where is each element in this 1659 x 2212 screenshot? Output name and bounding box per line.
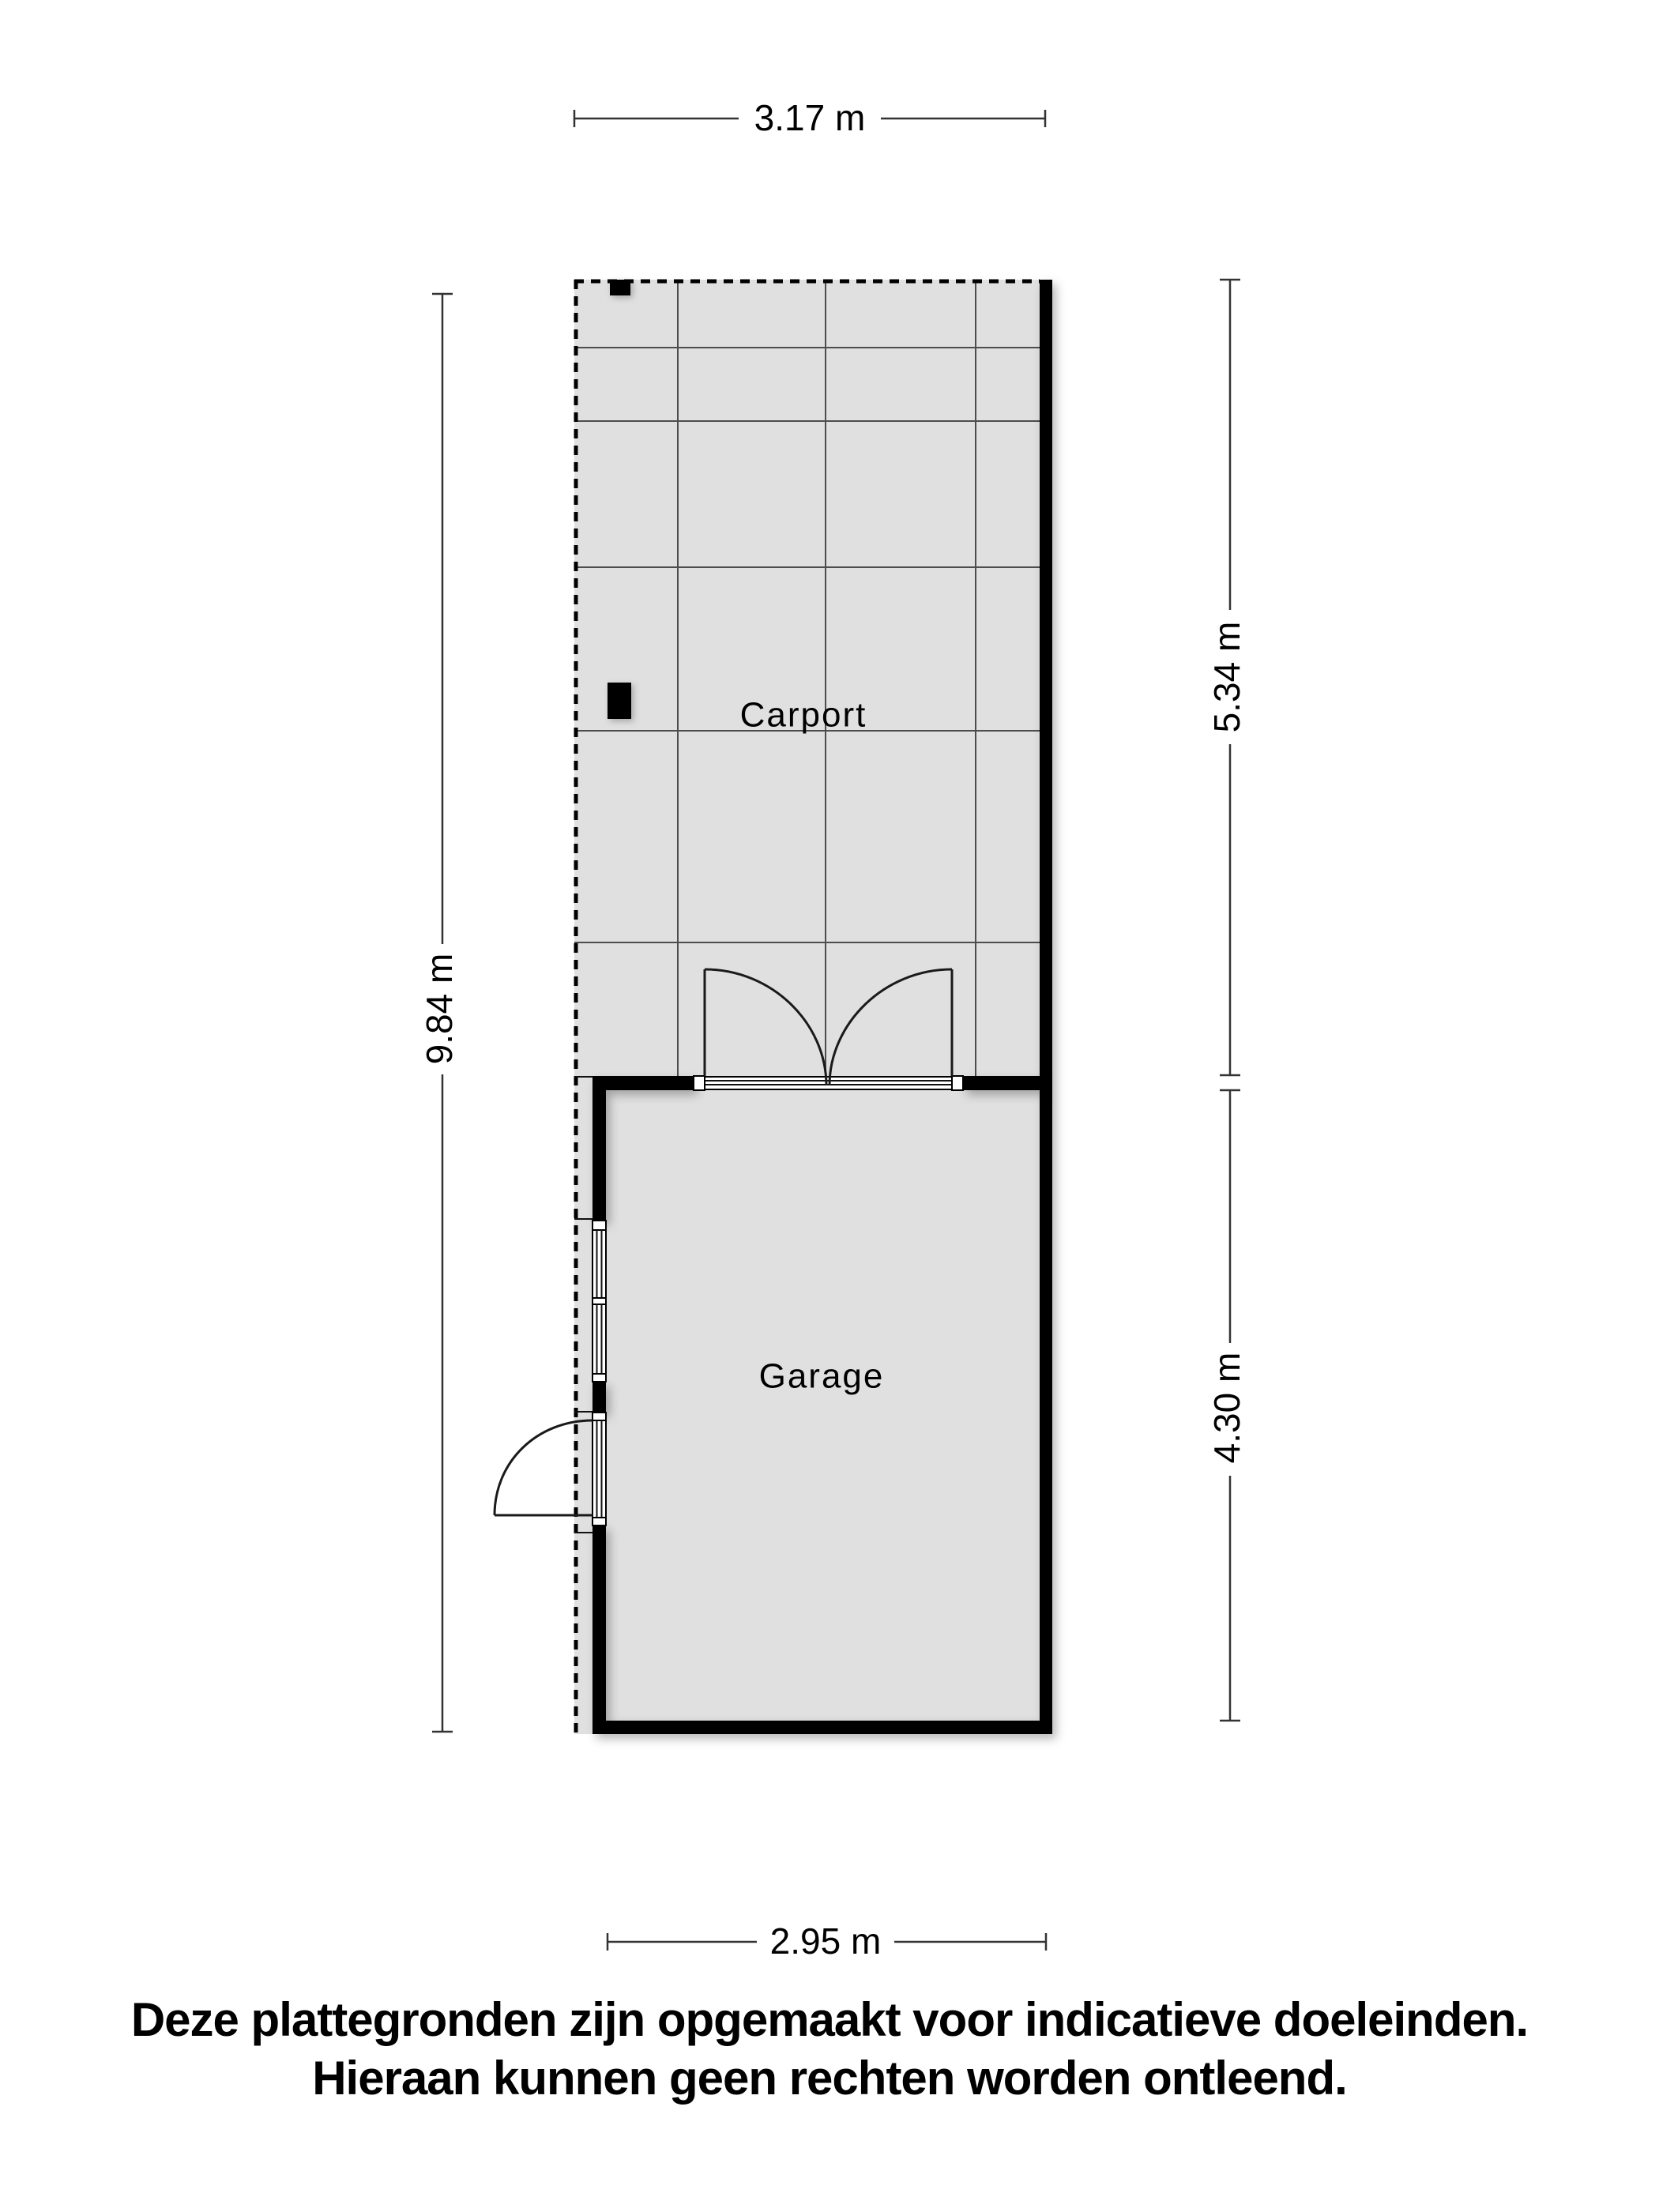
double-door-post-left bbox=[694, 1076, 705, 1090]
window-mullion bbox=[592, 1298, 606, 1304]
garage-left-wall-lower bbox=[592, 1525, 606, 1734]
side-door-post-bottom bbox=[592, 1518, 606, 1525]
disclaimer-line-1: Deze plattegronden zijn opgemaakt voor indicatieve doeleinden. bbox=[130, 1993, 1529, 2046]
dimension-right-upper-label: 5.34 m bbox=[1206, 621, 1248, 733]
window-lower bbox=[592, 1304, 606, 1374]
window-post-top bbox=[592, 1221, 606, 1230]
garage-top-wall-right bbox=[963, 1076, 1040, 1090]
dimension-left-label: 9.84 m bbox=[419, 953, 461, 1065]
dimension-top-label: 3.17 m bbox=[754, 97, 866, 139]
disclaimer-line-2: Hieraan kunnen geen rechten worden ontleend. bbox=[312, 2052, 1347, 2105]
side-door-panel bbox=[592, 1420, 606, 1518]
dimension-right-lower-label: 4.30 m bbox=[1206, 1352, 1248, 1464]
garage-top-wall-left bbox=[592, 1076, 694, 1090]
side-door-post-top bbox=[592, 1413, 606, 1420]
carport-post-middle bbox=[608, 683, 631, 719]
window-upper bbox=[592, 1230, 606, 1298]
garage-left-wall-upper bbox=[592, 1090, 606, 1221]
dimension-top bbox=[574, 97, 1045, 138]
dimension-left bbox=[419, 294, 460, 1732]
carport-label: Carport bbox=[739, 695, 867, 735]
dimension-right-lower bbox=[1206, 1090, 1247, 1721]
garage-bottom-wall bbox=[592, 1721, 1052, 1734]
dimension-bottom-label: 2.95 m bbox=[769, 1920, 882, 1962]
garage-left-wall-middle bbox=[592, 1382, 606, 1413]
right-wall bbox=[1040, 280, 1052, 1734]
double-door-post-right bbox=[952, 1076, 963, 1090]
carport-post-top bbox=[610, 280, 630, 295]
dimension-bottom bbox=[608, 1920, 1046, 1962]
window-post-bottom bbox=[592, 1374, 606, 1382]
garage-label: Garage bbox=[758, 1356, 885, 1396]
floors bbox=[574, 280, 1040, 1734]
side-strip-floor bbox=[574, 1076, 592, 1734]
carport-floor bbox=[574, 280, 1040, 1076]
garage-floor bbox=[606, 1090, 1040, 1721]
double-door-sill bbox=[705, 1077, 952, 1089]
dimension-right-upper bbox=[1206, 280, 1247, 1075]
disclaimer bbox=[0, 1991, 1659, 2108]
